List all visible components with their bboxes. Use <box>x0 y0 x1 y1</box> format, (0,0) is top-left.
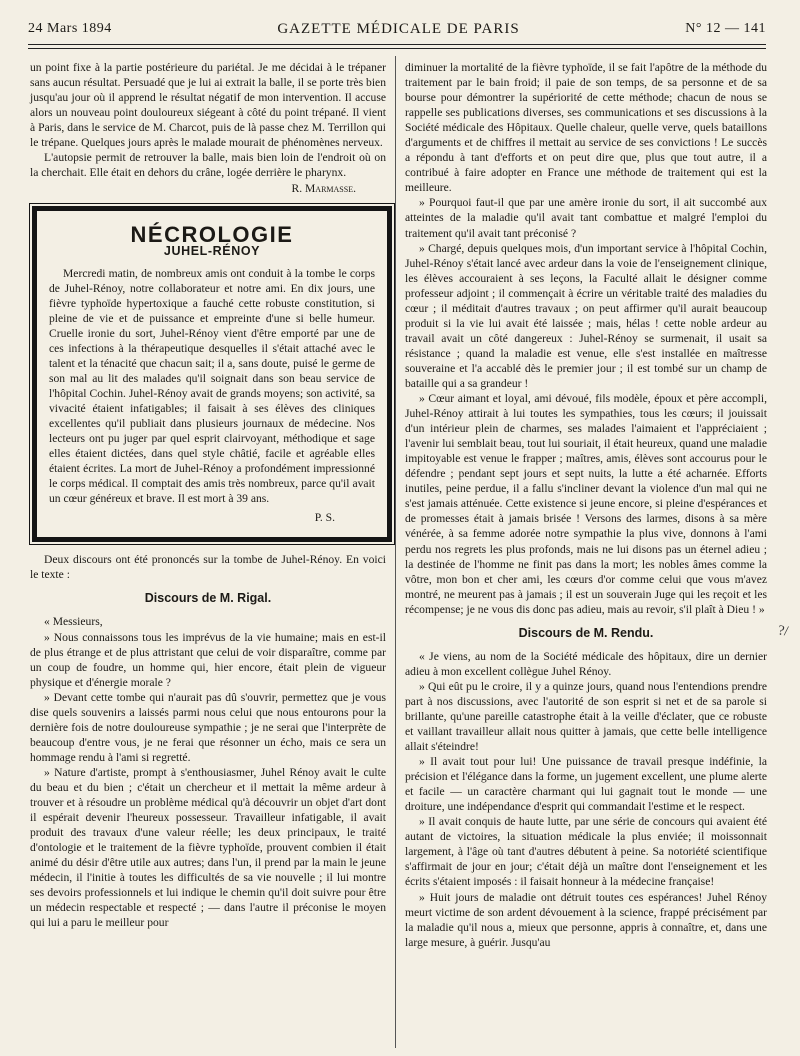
necrology-initials: P. S. <box>314 511 335 525</box>
necrology-body: Mercredi matin, de nombreux amis ont conduit à la tombe le corps de Juhel-Rénoy, notre collaborateur et notre ami. En dix jours, une fièvre typhoïde hypertoxique a fauché cette robuste constitution, si pleine de vie et de puissance et empreinte d'une si belle humeur. Cruelle ironie du sort, Juhel-Rénoy vient d'être emporté par une de ces infections à la thérapeutique desquelles il s'était attaché avec le talent et la ténacité que chacun sait; il a, sans doute, puisé le germe de son mal au lit des malades qu'il soignait dans son beau service de l'hôpital Cochin. Juhel-Rénoy avait de grands moyens; son activité, sa vivacité étaient infatigables; il faisait à ses élèves des cliniques excellentes qu'il publiait dans plusieurs journaux de médecine. Nos lecteurs ont pu juger par quel esprit clairvoyant, méthodique et sage elles étaient dictées, dans quel style châtié, facile et agréable elles étaient écrites. La mort de Juhel-Rénoy a profondément impressionné le corps médical. Il comptait des amis très nombreux, parce qu'il avait un cœur généreux et brave. Il est mort à 39 ans. <box>49 266 375 506</box>
header-rule <box>28 44 766 45</box>
header-rule-thin <box>28 48 766 49</box>
rigal-title: Discours de M. Rigal. <box>144 591 272 606</box>
rigal-paragraph: » Nous connaissons tous les imprévus de la vie humaine; mais en est-il de plus étrange et de plus attristant que celui de voir disparaître, comme par un coup de foudre, un homme qui, hier encore, était plein de vigueur physique et d'énergie morale ? <box>30 630 386 689</box>
rigal-paragraph: » Nature d'artiste, prompt à s'enthousiasmer, Juhel Rénoy avait le culte du beau et du bien ; c'était un chercheur et il mettait la même ardeur à trouver et à résoudre un problème médical qu'à découvrir un objet d'art dont il espérait devenir l'heureux possesseur. Travailleur infatigable, il avait produit des travaux d'une valeur réelle; les deux principaux, le traité d'ontologie et le traitement de la fièvre typhoïde, prouvent combien il était animé du désir d'être utile aux autres; dans l'un, il prend par la main le jeune médecin, il l'initie à toutes les difficultés de sa vie nouvelle ; il lui montre ses devoirs professionnels et lui indique le chemin qu'il doit suivre pour être un médecin respectable et respecté ; — dans l'autre il préconise le moyen qui lui a paru le meilleur pour <box>30 765 386 930</box>
body-paragraph: diminuer la mortalité de la fièvre typhoïde, il se fait l'apôtre de la méthode du traitement par le bain froid; il paie de son temps, de sa personne et de sa bourse pour démontrer la supériorité de cette méthode; chacun de nous se rappelle ses publications diverses, ses communications et ses discussions à la Société médicale des Hôpitaux. Quelle chaleur, quelle verve, quels bataillons d'arguments et de chiffres il mettait au service de ses convictions ! Le succès a répondu à tant d'efforts et on peut dire que, plus que tout autre, il a contribué à faire adopter en France une méthode de traitement qui est la meilleure. <box>405 61 767 195</box>
column-divider <box>395 56 396 1048</box>
discours-intro: Deux discours ont été prononcés sur la tombe de Juhel-Rénoy. En voici le texte : <box>30 553 386 582</box>
body-paragraph: » Cœur aimant et loyal, ami dévoué, fils modèle, époux et père accompli, Juhel-Rénoy attirait à lui toutes les sympathies, tous les cœurs; il jouissait d'un intérieur plein de charmes, ses malades l'aimaient et l'appréciaient ; l'avenir lui semblait beau, tout lui souriait, il était heureux, quand une maladie impitoyable est venue le frapper ; maîtres, amis, élèves sont accourus pour le défendre ; pendant sept jours et sept nuits, la lutte a été acharnée. Efforts inutiles, peine perdue, il a fallu s'incliner devant la violence d'un mal qui ne s'est jamais atténuée. Cette existence si jeune encore, si pleine d'espérances et de promesses était à jamais brisée ! Versons des larmes, disons à sa mère vénérée, à sa femme adorée notre sympathie la plus vive, donnons à l'ami perdu nos regrets les plus profonds, mais ne lui disons pas un éternel adieu ; la destinée de l'homme ne finit pas dans la mort; les nobles âmes comme la vôtre, mon bon et cher ami, les cœurs d'or comme celui que vous m'avez montré, ne meurent pas à jamais ; il est un souverain Juge qui les reçoit et les récompense; je ne vous dis donc pas adieu, mais au revoir, s'il plaît à Dieu ! » <box>405 392 767 616</box>
rendu-paragraph: » Il avait conquis de haute lutte, par une série de concours qui avaient été autant de victoires, la situation médicale la plus enviée; il moissonnait largement, à l'âge où tant d'autres débutent à peine. Sa notoriété scientifique s'affirmait de jour en jour; c'était déjà un maître dont l'enseignement et les écrits s'étaient imposés : il faisait honneur à la médecine française! <box>405 815 767 889</box>
body-paragraph: » Chargé, depuis quelques mois, d'un important service à l'hôpital Cochin, Juhel-Rénoy s'était lancé avec ardeur dans la voie de l'enseignement clinique, les élèves accouraient à ses leçons, la Faculté allait le désigner comme professeur adjoint ; il commençait à écrire un véritable traité des maladies du cœur ; il méditait d'autres travaux ; on peut affirmer qu'il aurait beaucoup produit si la vie lui avait été laissée ; mais, hélas ! cette noble ardeur au travail avait un côté dangereux : Juhel-Rénoy se surmenait, il usait sa résistance ; quand la maladie est venue, elle s'est installée en maîtresse souveraine et l'a accablé dès le premier jour ; il est tombé sur un champ de bataille qui a sa grandeur ! <box>405 241 767 390</box>
rigal-paragraph: « Messieurs, <box>44 615 103 629</box>
left-column <box>30 60 386 930</box>
necrology-title: NÉCROLOGIE <box>130 222 294 248</box>
handwritten-margin-mark: ?/ <box>777 623 790 640</box>
right-column <box>405 60 767 950</box>
necrology-subtitle: JUHEL-RÉNOY <box>163 244 261 259</box>
header-date: 24 Mars 1894 <box>28 21 112 36</box>
autopsy-paragraph: L'autopsie permit de retrouver la balle, mais bien loin de l'endroit où on la cherchait. Elle était en dehors du crâne, logée derrière le pharynx. <box>30 151 386 180</box>
rigal-paragraph: » Devant cette tombe qui n'aurait pas dû s'ouvrir, permettez que je vous dise quels souvenirs a laissés parmi nous celui que nous entourons pour la dernière fois de notre douloureuse sympathie ; je ne serai que l'interprète de beaucoup d'entre vous, je ne ferai que résonner un écho, mais ce sera un hommage rendu à l'ami si regretté. <box>30 690 386 764</box>
rendu-paragraph: » Il avait tout pour lui! Une puissance de travail presque indéfinie, la précision et l'élégance dans la forme, un jugement excellent, une plume alerte et facile — un caractère charmant qui lui gagnait tout le monde — une droiture, une indépendance d'esprit qui commandait l'estime et le respect. <box>405 755 767 814</box>
rendu-paragraph: » Qui eût pu le croire, il y a quinze jours, quand nous l'entendions prendre part à nos discussions, avec l'autorité de son esprit si net et de sa parole si brillante, qu'une pareille catastrophe était à la veille d'éclater, que ce robuste et vaillant travailleur allait nous quitter à jamais, que cette belle intelligence allait s'éteindre! <box>405 679 767 754</box>
page-header <box>28 14 766 44</box>
page-number: N° 12 — 141 <box>685 21 766 36</box>
rendu-paragraph: « Je viens, au nom de la Société médicale des hôpitaux, dire un dernier adieu à mon excellent collègue Juhel Rénoy. <box>405 649 767 678</box>
intro-paragraph: un point fixe à la partie postérieure du pariétal. Je me décidai à le trépaner sans aucun résultat. Persuadé que je lui ai extrait la balle, il se porte très bien jusqu'au jour où il apprend le résultat négatif de mon intervention. Il accuse alors un nouveau point douloureux siégeant à côté du point trépané. Il vient à Paris, dans le service de M. Charcot, puis de là passe chez M. Terrillon qui le trépane. Quelques jours après le malade mourait de phénomènes nerveux. <box>30 61 386 150</box>
necrology-box <box>32 206 392 542</box>
signature-line <box>30 181 386 196</box>
journal-title: GAZETTE MÉDICALE DE PARIS <box>277 20 520 37</box>
rendu-title: Discours de M. Rendu. <box>518 625 654 640</box>
rendu-paragraph: » Huit jours de maladie ont détruit toutes ces espérances! Juhel Rénoy meurt victime de son ardent dévouement à la science, frappé précisément par la maladie qu'il nous a, mieux que personne, appris à connaître, et, dans une large mesure, à guérir. Jusqu'au <box>405 890 767 949</box>
body-paragraph: » Pourquoi faut-il que par une amère ironie du sort, il ait succombé aux atteintes de la maladie qu'il avait tant combattue et malgré l'emploi du traitement qu'il avait tant préconisé ? <box>405 196 767 240</box>
author-signature: R. Marmasse. <box>291 182 356 196</box>
